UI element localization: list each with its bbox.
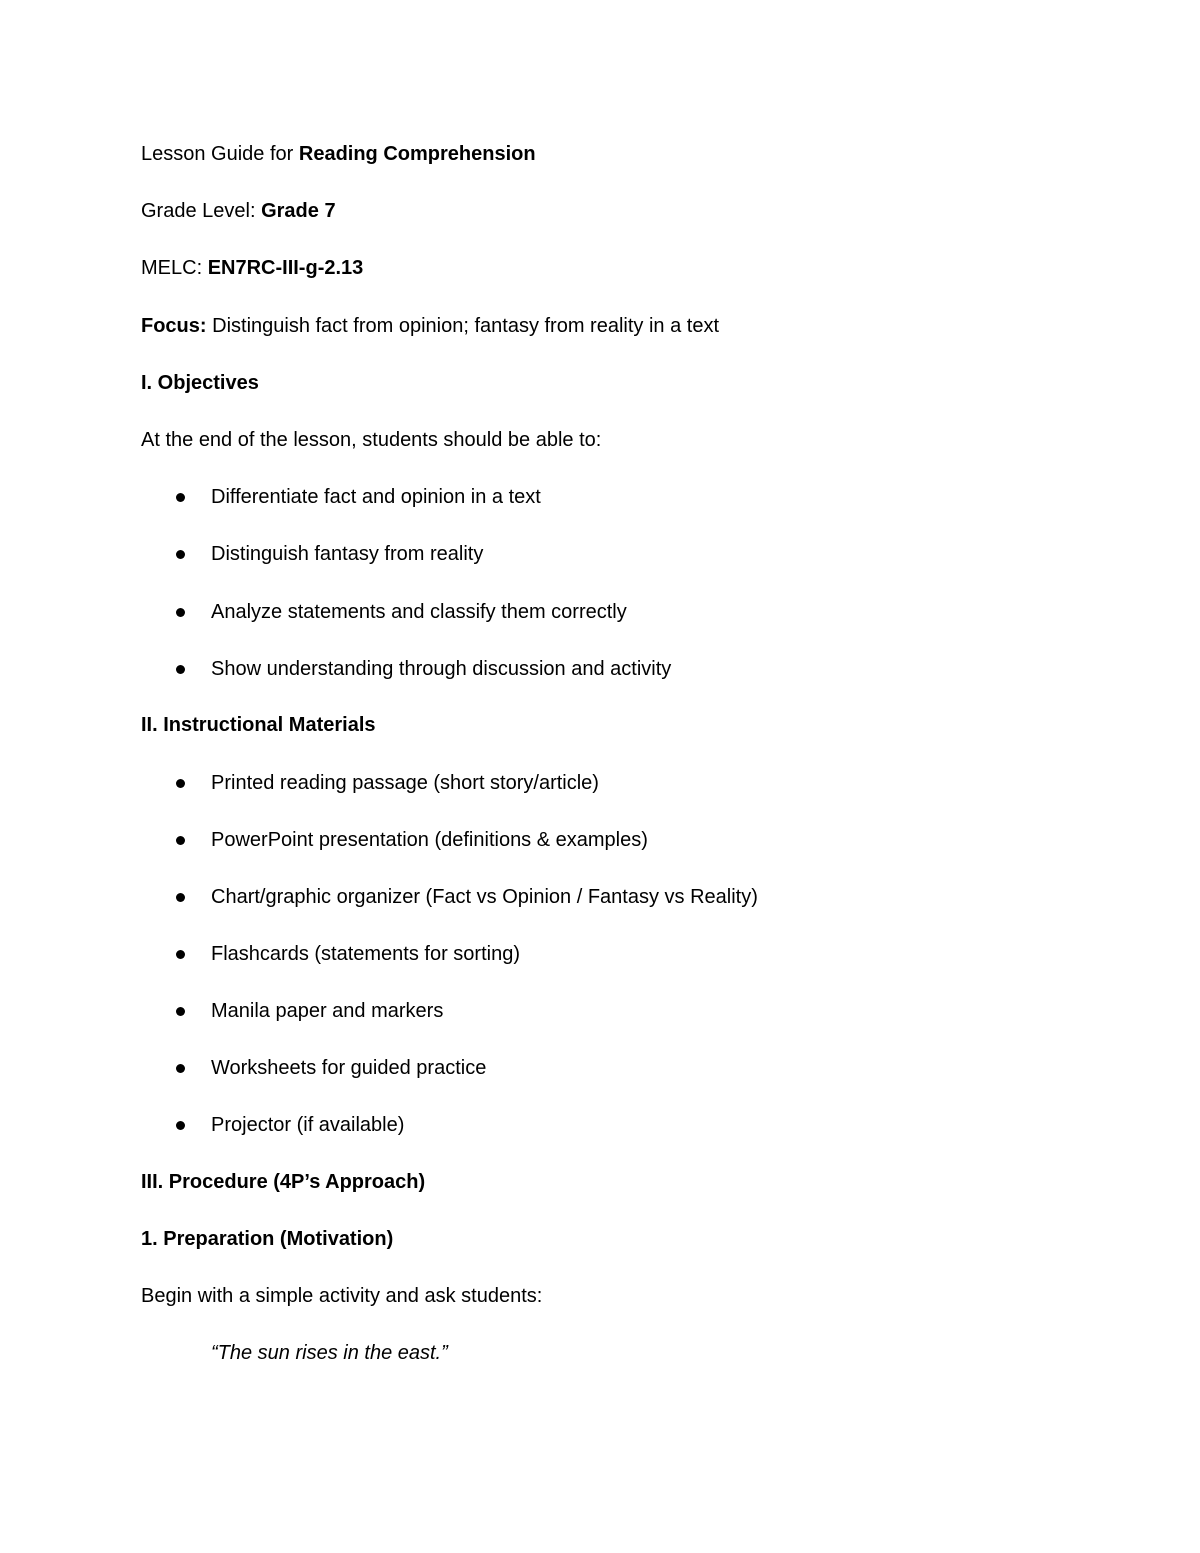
list-item-text: Printed reading passage (short story/article): [211, 772, 599, 794]
list-item-text: Flashcards (statements for sorting): [211, 943, 520, 965]
preparation-heading: 1. Preparation (Motivation): [141, 1228, 394, 1250]
bullet-icon: [176, 779, 185, 788]
list-item: [211, 771, 599, 795]
bullet-icon: [176, 836, 185, 845]
focus-value: Distinguish fact from opinion; fantasy from reality in a text: [206, 315, 720, 337]
bullet-icon: [176, 665, 185, 674]
grade-label: Grade Level:: [141, 200, 262, 222]
melc-value: EN7RC-III-g-2.13: [207, 257, 364, 279]
list-item: [211, 542, 483, 566]
list-item: [211, 942, 520, 966]
list-item-text: Show understanding through discussion and activity: [211, 658, 672, 680]
bullet-icon: [176, 950, 185, 959]
grade-level: [141, 199, 336, 223]
list-item: [211, 1056, 486, 1080]
bullet-icon: [176, 893, 185, 902]
list-item: [211, 999, 443, 1023]
bullet-icon: [176, 608, 185, 617]
list-item: [211, 885, 758, 909]
focus: [141, 314, 719, 338]
list-item: [211, 828, 648, 852]
bullet-icon: [176, 1064, 185, 1073]
objectives-intro: At the end of the lesson, students should be able to:: [141, 429, 602, 451]
example-quote: “The sun rises in the east.”: [211, 1342, 448, 1364]
objectives-heading: I. Objectives: [141, 372, 259, 394]
list-item-text: Worksheets for guided practice: [211, 1057, 487, 1079]
bullet-icon: [176, 1121, 185, 1130]
title-subject: Reading Comprehension: [298, 143, 536, 165]
materials-heading: II. Instructional Materials: [141, 714, 376, 736]
bullet-icon: [176, 1007, 185, 1016]
list-item-text: Analyze statements and classify them correctly: [211, 601, 627, 623]
melc-label: MELC:: [141, 257, 208, 279]
list-item: [211, 485, 541, 509]
list-item-text: Projector (if available): [211, 1114, 405, 1136]
melc: [141, 256, 363, 280]
grade-value: Grade 7: [261, 200, 336, 222]
list-item-text: Differentiate fact and opinion in a text: [211, 486, 541, 508]
focus-label: Focus:: [141, 315, 207, 337]
list-item-text: Chart/graphic organizer (Fact vs Opinion / Fantasy vs Reality): [211, 886, 758, 908]
procedure-heading: III. Procedure (4P’s Approach): [141, 1171, 426, 1193]
title-prefix: Lesson Guide for: [141, 143, 299, 165]
bullet-icon: [176, 493, 185, 502]
list-item: [211, 657, 671, 681]
preparation-intro: Begin with a simple activity and ask students:: [141, 1285, 543, 1307]
list-item-text: PowerPoint presentation (definitions & examples): [211, 829, 648, 851]
list-item: [211, 600, 627, 624]
bullet-icon: [176, 550, 185, 559]
list-item: [211, 1113, 404, 1137]
list-item-text: Distinguish fantasy from reality: [211, 543, 484, 565]
list-item-text: Manila paper and markers: [211, 1000, 444, 1022]
lesson-title: [141, 142, 536, 166]
